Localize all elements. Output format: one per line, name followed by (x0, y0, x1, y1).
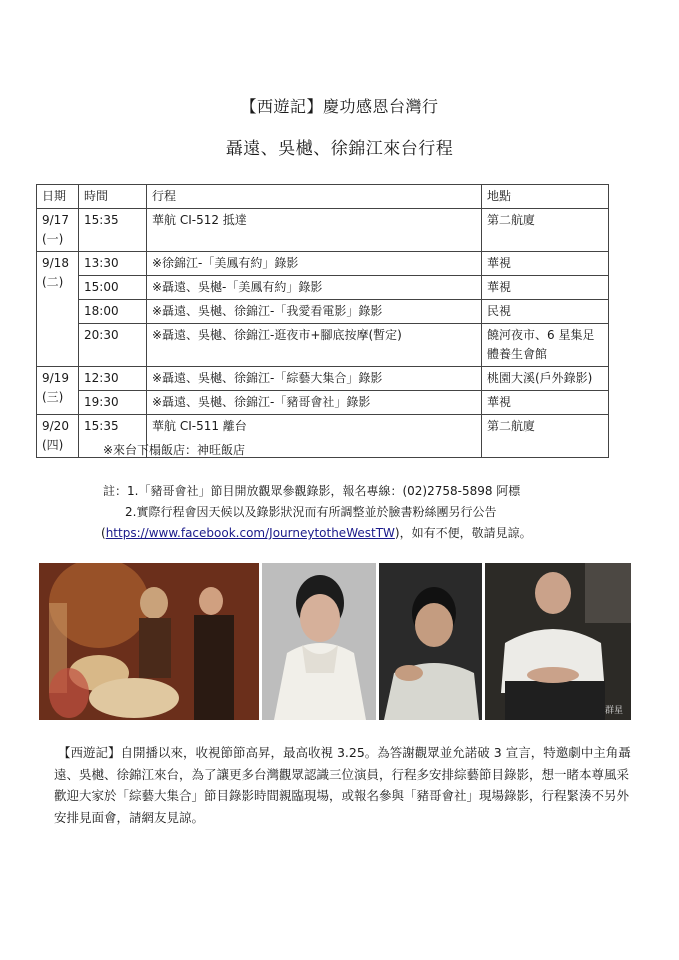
actor-photo-1 (262, 563, 376, 720)
facebook-link[interactable]: https://www.facebook.com/JourneytotheWestTW (105, 526, 395, 540)
url-suffix: )，如有不便，敬請見諒。 (394, 526, 532, 540)
column-header-date: 日期 (37, 185, 79, 209)
drama-still-photo (39, 563, 259, 720)
time-cell: 15:35 (79, 415, 147, 458)
date-cell (37, 252, 79, 367)
url-open-paren: ( (101, 526, 106, 540)
photo-watermark: 群星 (604, 706, 623, 716)
table-row (37, 300, 609, 324)
weekday: (三) (42, 390, 64, 404)
document-title: 【西遊記】慶功感恩台灣行 (240, 97, 439, 116)
location-cell: 桃園大溪(戶外錄影) (482, 367, 609, 391)
time-cell: 12:30 (79, 367, 147, 391)
time-cell: 15:35 (79, 209, 147, 252)
location-cell: 華視 (482, 391, 609, 415)
location-cell: 第二航廈 (482, 415, 609, 458)
itinerary-cell: ※聶遠、吳樾、徐錦江-「我愛看電影」錄影 (147, 300, 482, 324)
itinerary-cell: 華航 CI-512 抵達 (147, 209, 482, 252)
schedule-header-row (37, 185, 609, 209)
hotel-note: ※來台下榻飯店：神旺飯店 (103, 443, 246, 457)
note-url-line (101, 523, 532, 544)
itinerary-cell: 華航 CI-511 離台 (147, 415, 482, 458)
note-line-1: 註：1.「豬哥會社」節目開放觀眾參觀錄影，報名專線：(02)2758-5898 阿標 (103, 484, 521, 498)
date-cell (37, 367, 79, 415)
actor-photo-2 (379, 563, 482, 720)
column-header-time: 時間 (79, 185, 147, 209)
photo-strip (39, 563, 631, 720)
actor-portrait-2 (379, 563, 482, 720)
schedule-table (36, 184, 609, 458)
itinerary-cell: ※聶遠、吳樾、徐錦江-逛夜市+腳底按摩(暫定) (147, 324, 482, 367)
actor-photo-3 (485, 563, 631, 720)
table-row (37, 367, 609, 391)
time-cell: 19:30 (79, 391, 147, 415)
itinerary-cell: ※聶遠、吳樾、徐錦江-「綜藝大集合」錄影 (147, 367, 482, 391)
table-row (37, 252, 609, 276)
table-row (37, 209, 609, 252)
itinerary-cell: ※聶遠、吳樾、徐錦江-「豬哥會社」錄影 (147, 391, 482, 415)
notes-block (101, 481, 573, 540)
location-cell: 華視 (482, 252, 609, 276)
itinerary-cell: ※徐錦江-「美鳳有約」錄影 (147, 252, 482, 276)
location-cell: 第二航廈 (482, 209, 609, 252)
date: 9/20 (42, 419, 69, 433)
weekday: (四) (42, 438, 64, 452)
itinerary-cell: ※聶遠、吳樾-「美鳳有約」錄影 (147, 276, 482, 300)
description-paragraph: 【西遊記】自開播以來，收視節節高昇，最高收視 3.25。為答謝觀眾並允諾破 3 宣言，特邀劇中主角聶遠、吳樾、徐錦江來台，為了讓更多台灣觀眾認識三位演員，行程多安排綜藝節目錄影，想一睹本尊風采歡迎大家於「綜藝大集合」節目錄影時間親臨現場，或報名參與「豬哥會社」現場錄影，行程緊湊不另外安排見面會，請網友見諒。 (54, 745, 631, 825)
document-subtitle: 聶遠、吳樾、徐錦江來台行程 (225, 139, 454, 159)
weekday: (一) (42, 232, 64, 246)
drama-still-illustration (39, 563, 259, 720)
time-cell: 15:00 (79, 276, 147, 300)
actor-portrait-1 (262, 563, 376, 720)
actor-portrait-3 (485, 563, 631, 720)
column-header-location: 地點 (482, 185, 609, 209)
time-cell: 13:30 (79, 252, 147, 276)
time-cell: 20:30 (79, 324, 147, 367)
weekday: (二) (42, 275, 64, 289)
date-cell (37, 415, 79, 458)
column-header-itinerary: 行程 (147, 185, 482, 209)
location-cell: 華視 (482, 276, 609, 300)
table-row (37, 276, 609, 300)
date-cell (37, 209, 79, 252)
location-cell: 民視 (482, 300, 609, 324)
location-cell: 饒河夜市、6 星集足體養生會館 (482, 324, 609, 367)
table-row (37, 391, 609, 415)
date: 9/17 (42, 213, 69, 227)
date: 9/18 (42, 256, 69, 270)
table-row (37, 324, 609, 367)
note-line-2: 2.實際行程會因天候以及錄影狀況而有所調整並於臉書粉絲團另行公告 (125, 505, 497, 519)
date: 9/19 (42, 371, 69, 385)
time-cell: 18:00 (79, 300, 147, 324)
